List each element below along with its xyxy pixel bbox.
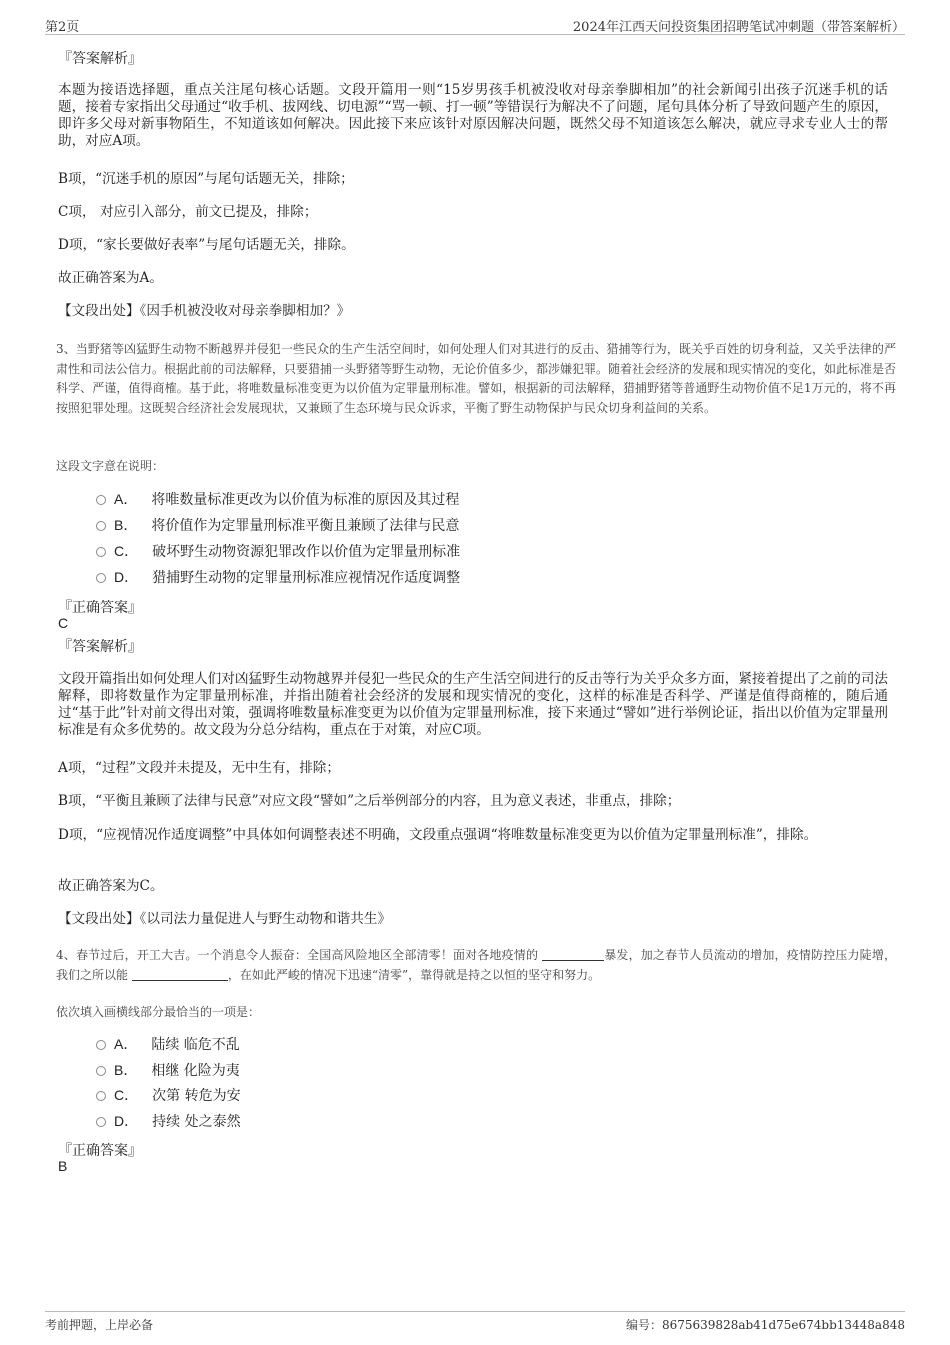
text-source: 【文段出处】《因手机被没收对母亲拳脚相加？》 — [58, 303, 351, 319]
document-title: 2024年江西天问投资集团招聘笔试冲刺题（带答案解析） — [572, 20, 905, 35]
fill-blank-2 — [132, 968, 228, 981]
page-footer — [45, 1311, 905, 1336]
answer-explain-tag: 『答案解析』 — [58, 51, 142, 67]
radio-icon[interactable] — [96, 1117, 106, 1127]
option-letter: B． — [114, 517, 138, 533]
option-text: 猎捕野生动物的定罪量刑标准应视情况作适度调整 — [152, 570, 461, 586]
answer-explain-tag: 『答案解析』 — [58, 639, 142, 655]
option-text: 将唯数量标准更改为以价值为标准的原因及其过程 — [151, 492, 460, 508]
option-letter: A． — [114, 1036, 138, 1052]
option-text: 破坏野生动物资源犯罪改作以价值为定罪量刑标准 — [152, 544, 461, 560]
option-d-analysis: D项，“家长要做好表率”与尾句话题无关，排除。 — [58, 237, 355, 253]
question-4-option-d[interactable] — [96, 1111, 241, 1131]
question-4-option-b[interactable] — [96, 1060, 240, 1080]
page-header — [45, 14, 905, 35]
answer-explain-text: 本题为接语选择题，重点关注尾句核心话题。文段开篇用一则“15岁男孩手机被没收对母亲拳脚相加”的社会新闻引出孩子沉迷手机的话题，接着专家指出父母通过“收手机、拔网线、切电源”“骂一顿、打一顿”等错误行为解决不了问题，尾句具体分析了导致问题产生的原因，即许多父母对新事物陌生，不知道该如何解决。因此接下来应该针对原因解决问题，既然父母不知道该怎么解决，就应寻求专业人士的帮助，对应A项。 — [58, 82, 888, 149]
conclusion: 故正确答案为C。 — [58, 878, 164, 894]
fill-blank-1 — [542, 948, 604, 961]
option-letter: D． — [114, 1113, 139, 1129]
option-letter: D． — [114, 569, 139, 585]
answer-explain-text: 文段开篇指出如何处理人们对凶猛野生动物越界并侵犯一些民众的生产生活空间进行的反击等行为关乎众多方面，紧接着提出了之前的司法解释，即将数量作为定罪量刑标准，并指出随着社会经济的发展和现实情况的变化，这样的标准是否科学、严谨是值得商榷的，随后通过“基于此”针对前文得出对策，强调将唯数量标准变更为以价值为定罪量刑标准，接下来通过“譬如”进行举例论证，指出以价值为定罪量刑标准是有众多优势的。故文段为分总分结构，重点在于对策，对应C项。 — [58, 671, 888, 738]
conclusion: 故正确答案为A。 — [58, 270, 163, 286]
option-text: 相继 化险为夷 — [151, 1063, 240, 1079]
option-letter: C． — [114, 543, 139, 559]
option-b-analysis: B项，“沉迷手机的原因”与尾句话题无关，排除； — [58, 171, 354, 187]
question-3-option-c[interactable] — [96, 541, 460, 561]
option-letter: B． — [114, 1062, 138, 1078]
option-letter: C． — [114, 1087, 139, 1103]
option-c-analysis: C项， 对应引入部分，前文已提及，排除； — [58, 204, 318, 220]
option-text: 将价值作为定罪量刑标准平衡且兼顾了法律与民意 — [151, 518, 460, 534]
option-d-analysis: D项，“应视情况作适度调整”中具体如何调整表述不明确，文段重点强调“将唯数量标准变更为以价值为定罪量刑标准”，排除。 — [58, 827, 818, 843]
question-4-option-c[interactable] — [96, 1085, 241, 1105]
question-3-option-b[interactable] — [96, 515, 459, 535]
question-3-text: 3、当野猪等凶猛野生动物不断越界并侵犯一些民众的生产生活空间时，如何处理人们对其进行的反击、猎捕等行为，既关乎百姓的切身利益，又关乎法律的严肃性和司法公信力。根据此前的司法解释，只要猎捕一头野猪等野生动物，无论价值多少，都涉嫌犯罪。随着社会经济的发展和现实情况的变化，如此标准是否科学、严谨，值得商榷。基于此，将唯数量标准变更为以价值为定罪量刑标准。譬如，根据新的司法解释，猎捕野猪等普通野生动物价值不足1万元的，将不再按照犯罪处理。这既契合经济社会发展现状，又兼顾了生态环境与民众诉求，平衡了野生动物保护与民众切身利益间的关系。 — [56, 342, 897, 415]
option-a-analysis: A项，“过程”文段并未提及，无中生有，排除； — [58, 760, 340, 776]
question-3-option-d[interactable] — [96, 567, 460, 587]
correct-answer: B — [58, 1158, 68, 1174]
footer-slogan: 考前押题，上岸必备 — [45, 1318, 154, 1332]
question-4-option-a[interactable] — [96, 1034, 240, 1054]
question-4-text-part: 暴发，加之春节人员流动的增加，疫情防控压力陡增，我们之所以能 — [56, 948, 897, 982]
radio-icon[interactable] — [96, 495, 106, 505]
text-source: 【文段出处】《以司法力量促进人与野生动物和谐共生》 — [58, 911, 392, 927]
option-text: 持续 处之泰然 — [152, 1114, 241, 1130]
question-4-text — [56, 946, 896, 985]
question-3-prompt: 这段文字意在说明： — [56, 459, 165, 473]
page-number: 第2页 — [45, 20, 80, 35]
radio-icon[interactable] — [96, 547, 106, 557]
correct-answer: C — [58, 615, 69, 631]
question-3-option-a[interactable] — [96, 489, 459, 509]
option-letter: A． — [114, 491, 138, 507]
question-4-prompt: 依次填入画横线部分最恰当的一项是： — [56, 1005, 261, 1019]
question-4-text-part: ，在如此严峻的情况下迅速“清零”，靠得就是持之以恒的坚守和努力。 — [227, 967, 601, 982]
option-text: 陆续 临危不乱 — [151, 1037, 240, 1053]
radio-icon[interactable] — [96, 521, 106, 531]
radio-icon[interactable] — [96, 1066, 106, 1076]
document-code: 编号：8675639828ab41d75e674bb13448a848 — [625, 1318, 905, 1332]
correct-answer-tag: 『正确答案』 — [58, 1143, 142, 1159]
option-b-analysis: B项，“平衡且兼顾了法律与民意”对应文段“譬如”之后举例部分的内容，且为意义表述，非重点，排除； — [58, 793, 681, 809]
radio-icon[interactable] — [96, 573, 106, 583]
question-4-text-part: 4、春节过后，开工大吉。一个消息令人振奋：全国高风险地区全部清零！面对各地疫情的 — [56, 948, 543, 962]
correct-answer-tag: 『正确答案』 — [58, 600, 142, 616]
radio-icon[interactable] — [96, 1091, 106, 1101]
radio-icon[interactable] — [96, 1040, 106, 1050]
option-text: 次第 转危为安 — [152, 1088, 241, 1104]
